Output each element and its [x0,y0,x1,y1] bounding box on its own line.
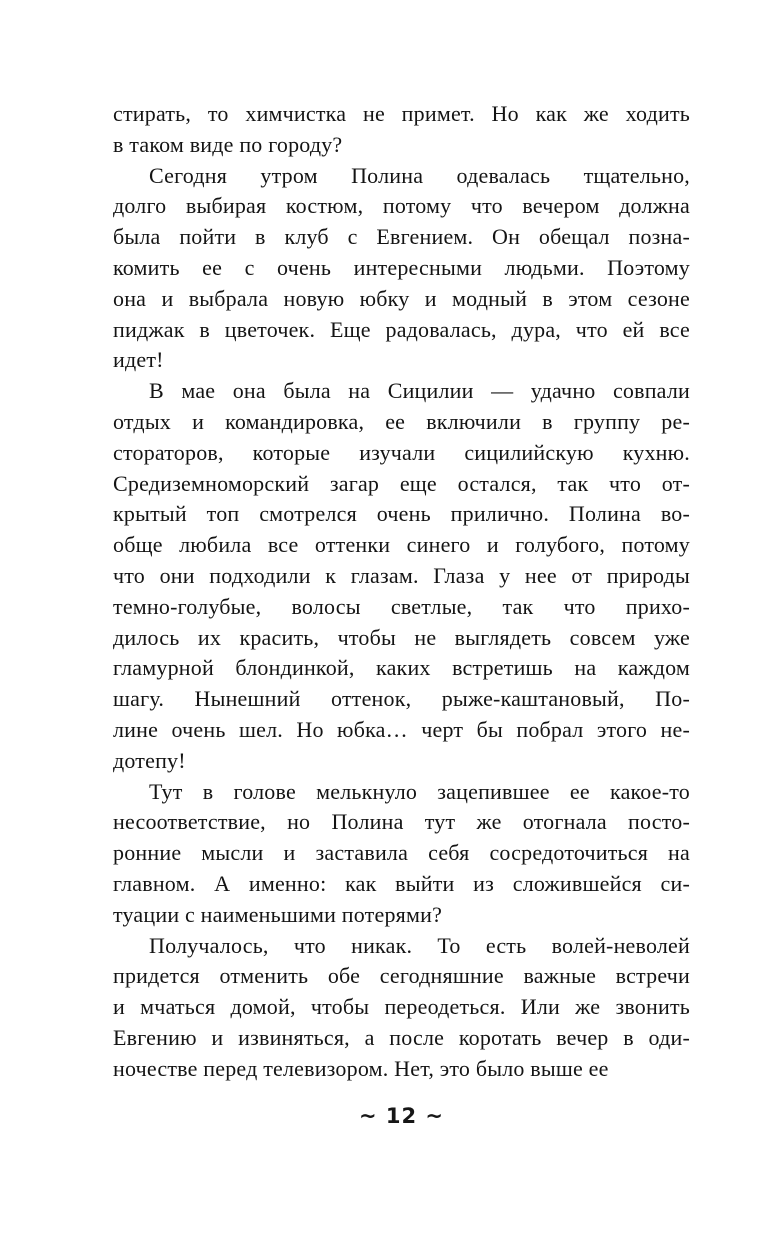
text-line: темно-голубые, волосы светлые, так что прихо- [113,593,690,619]
paragraph [113,931,690,1085]
text-line: Сегодня утром Полина одевалась тщательно, [149,162,690,188]
text-line: придется отменить обе сегодняшние важные встречи [113,963,690,989]
paragraph [113,777,690,931]
paragraph [113,99,690,161]
text-line: несоответствие, но Полина тут же отогнала посто- [113,809,690,835]
text-line: была пойти в клуб с Евгением. Он обещал позна- [113,224,690,250]
paragraph [113,161,690,377]
text-line: дотепу! [113,747,186,773]
page-text-block [113,99,690,1085]
text-line: Средиземноморский загар еще остался, так что от- [113,470,690,496]
text-line: лине очень шел. Но юбка… черт бы побрал этого не- [113,716,690,742]
text-line: главном. А именно: как выйти из сложившейся си- [113,870,690,896]
text-line: стирать, то химчистка не примет. Но как же ходить [113,101,690,126]
text-line: идет! [113,347,164,373]
text-line: в таком виде по городу? [113,131,343,157]
text-line: отдых и командировка, ее включили в группу ре- [113,408,690,434]
text-line: она и выбрала новую юбку и модный в этом сезоне [113,285,690,311]
text-line: пиджак в цветочек. Еще радовалась, дура, что ей все [113,316,690,342]
text-line: обще любила все оттенки синего и голубого, потому [113,532,690,558]
paragraph [113,376,690,776]
text-line: шагу. Нынешний оттенок, рыже-каштановый, По- [113,686,690,712]
text-line: туации с наименьшими потерями? [113,901,443,927]
text-line: Тут в голове мелькнуло зацепившее ее какое-то [149,778,690,804]
text-line: стораторов, которые изучали сицилийскую кухню. [113,439,690,465]
text-line: комить ее с очень интересными людьми. Поэтому [113,254,690,280]
text-line: что они подходили к глазам. Глаза у нее от природы [113,562,690,588]
text-line: ронние мысли и заставила себя сосредоточиться на [113,840,690,866]
text-line: дилось их красить, чтобы не выглядеть совсем уже [113,624,690,650]
text-line: гламурной блондинкой, каких встретишь на каждом [113,655,690,681]
text-line: долго выбирая костюм, потому что вечером должна [113,193,690,219]
page-number: ~ 12 ~ [358,1104,445,1128]
text-line: Получалось, что никак. То есть волей-неволей [149,932,690,958]
text-line: крытый топ смотрелся очень прилично. Полина во- [113,501,690,527]
text-line: В мае она была на Сицилии — удачно совпали [149,378,690,404]
text-line: и мчаться домой, чтобы переодеться. Или же звонить [113,994,690,1020]
text-line: ночестве перед телевизором. Нет, это было выше ее [113,1055,609,1081]
text-line: Евгению и извиняться, а после коротать вечер в оди- [113,1024,690,1050]
